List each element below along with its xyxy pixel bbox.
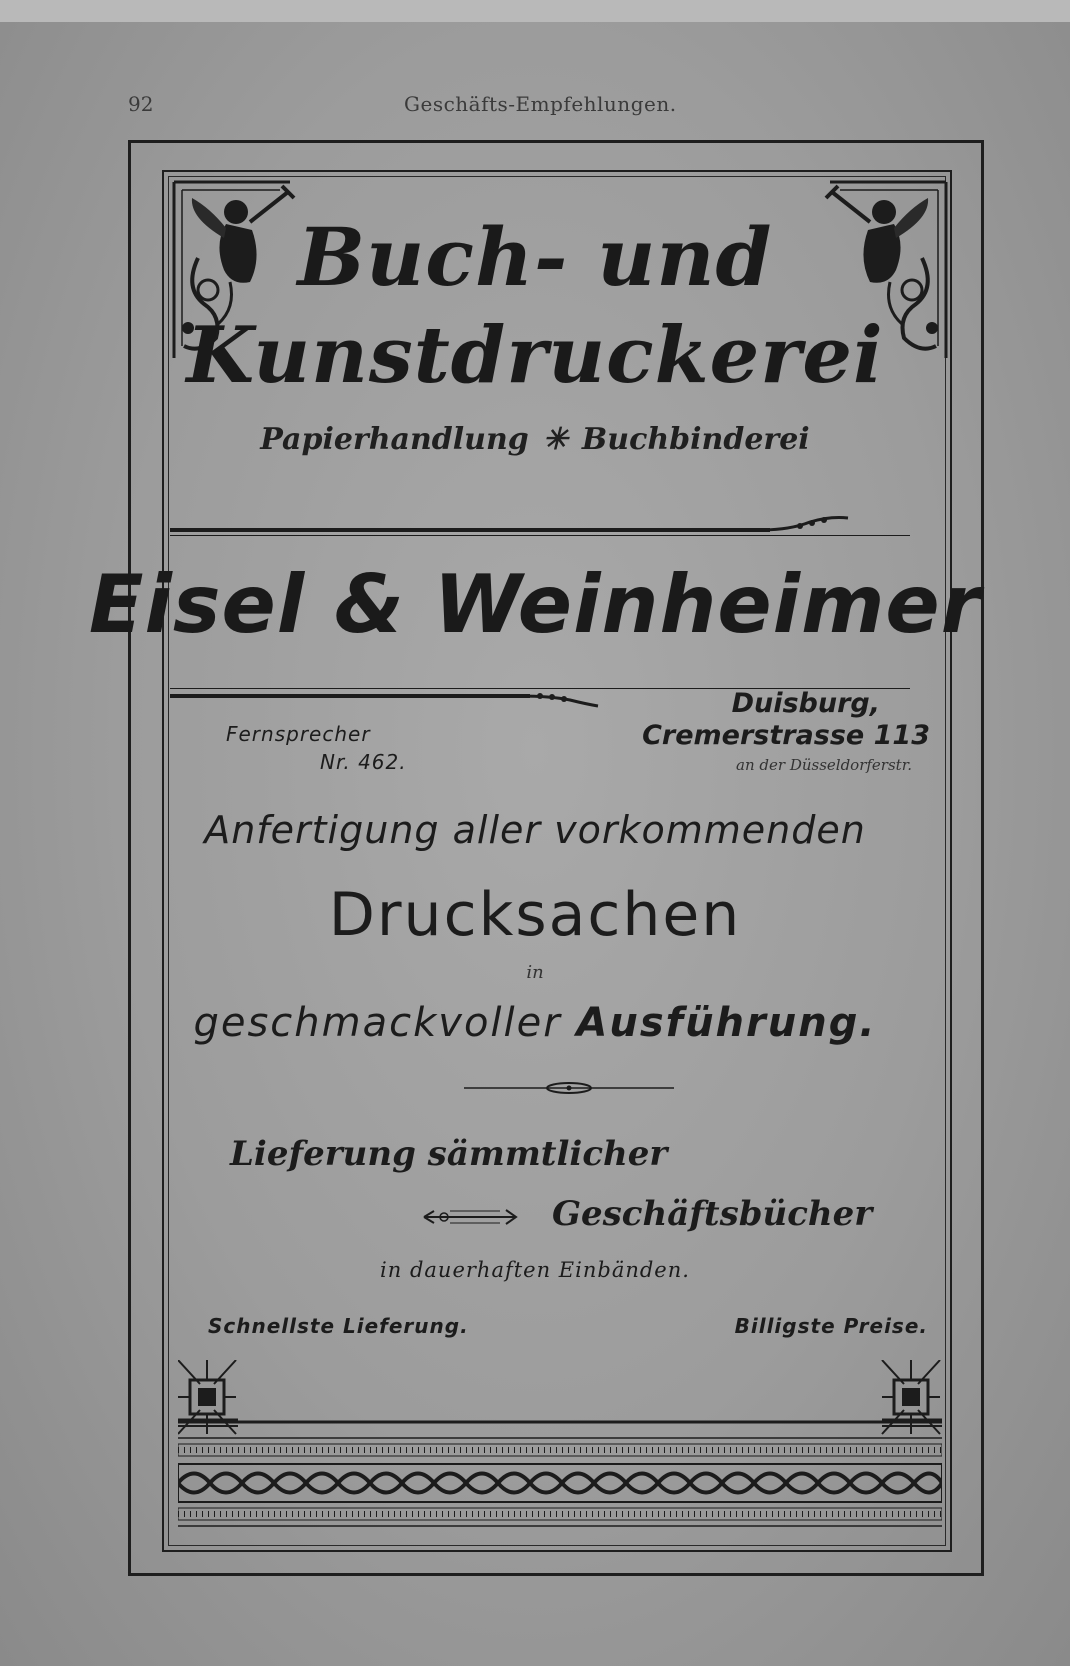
flourish-lower-icon	[520, 688, 600, 710]
page-number: 92	[128, 92, 154, 116]
flourish-upper-icon	[760, 512, 850, 536]
footer-right-note: Billigste Preise.	[734, 1314, 928, 1338]
delivery-line-3: in dauerhaften Einbänden.	[380, 1258, 690, 1282]
address-city: Duisburg,	[731, 688, 880, 719]
asterisk-separator-icon: ✳	[542, 422, 568, 457]
offer-line-4	[0, 1000, 1070, 1046]
footer-left-note: Schnellste Lieferung.	[208, 1314, 469, 1338]
offer-line-3: in	[526, 962, 544, 983]
address-note: an der Düsseldorferstr.	[736, 756, 912, 774]
running-head	[0, 92, 1070, 116]
headline-line-2: Kunstdruckerei	[186, 310, 884, 401]
offer-line-4-a: geschmackvoller	[193, 1000, 562, 1046]
delivery-line-1: Lieferung sämmtlicher	[230, 1134, 668, 1174]
offer-line-2: Drucksachen	[328, 880, 742, 950]
address-street: Cremerstrasse 113	[642, 720, 930, 751]
offer-line-4-b: Ausführung.	[576, 1000, 877, 1046]
headline-line-1: Buch- und	[297, 210, 773, 304]
firm-name: Eisel & Weinheimer	[88, 558, 982, 651]
phone-label: Fernsprecher	[226, 722, 371, 746]
divider-rule-upper	[170, 528, 770, 532]
delivery-line-2: Geschäftsbücher	[552, 1194, 873, 1234]
offer-line-1: Anfertigung aller vorkommenden	[204, 808, 866, 852]
subheading	[0, 422, 1070, 457]
divider-rule-lower-thick	[170, 694, 530, 698]
arrow-flourish-icon	[420, 1206, 520, 1228]
subheading-left: Papierhandlung	[260, 422, 529, 457]
small-divider-icon	[464, 1080, 674, 1096]
page-top-edge	[0, 0, 1070, 22]
subheading-right: Buchbinderei	[581, 422, 810, 457]
phone-number: Nr. 462.	[320, 750, 407, 774]
section-title: Geschäfts-Empfehlungen.	[404, 92, 677, 116]
bottom-border-ornament	[178, 1360, 942, 1540]
